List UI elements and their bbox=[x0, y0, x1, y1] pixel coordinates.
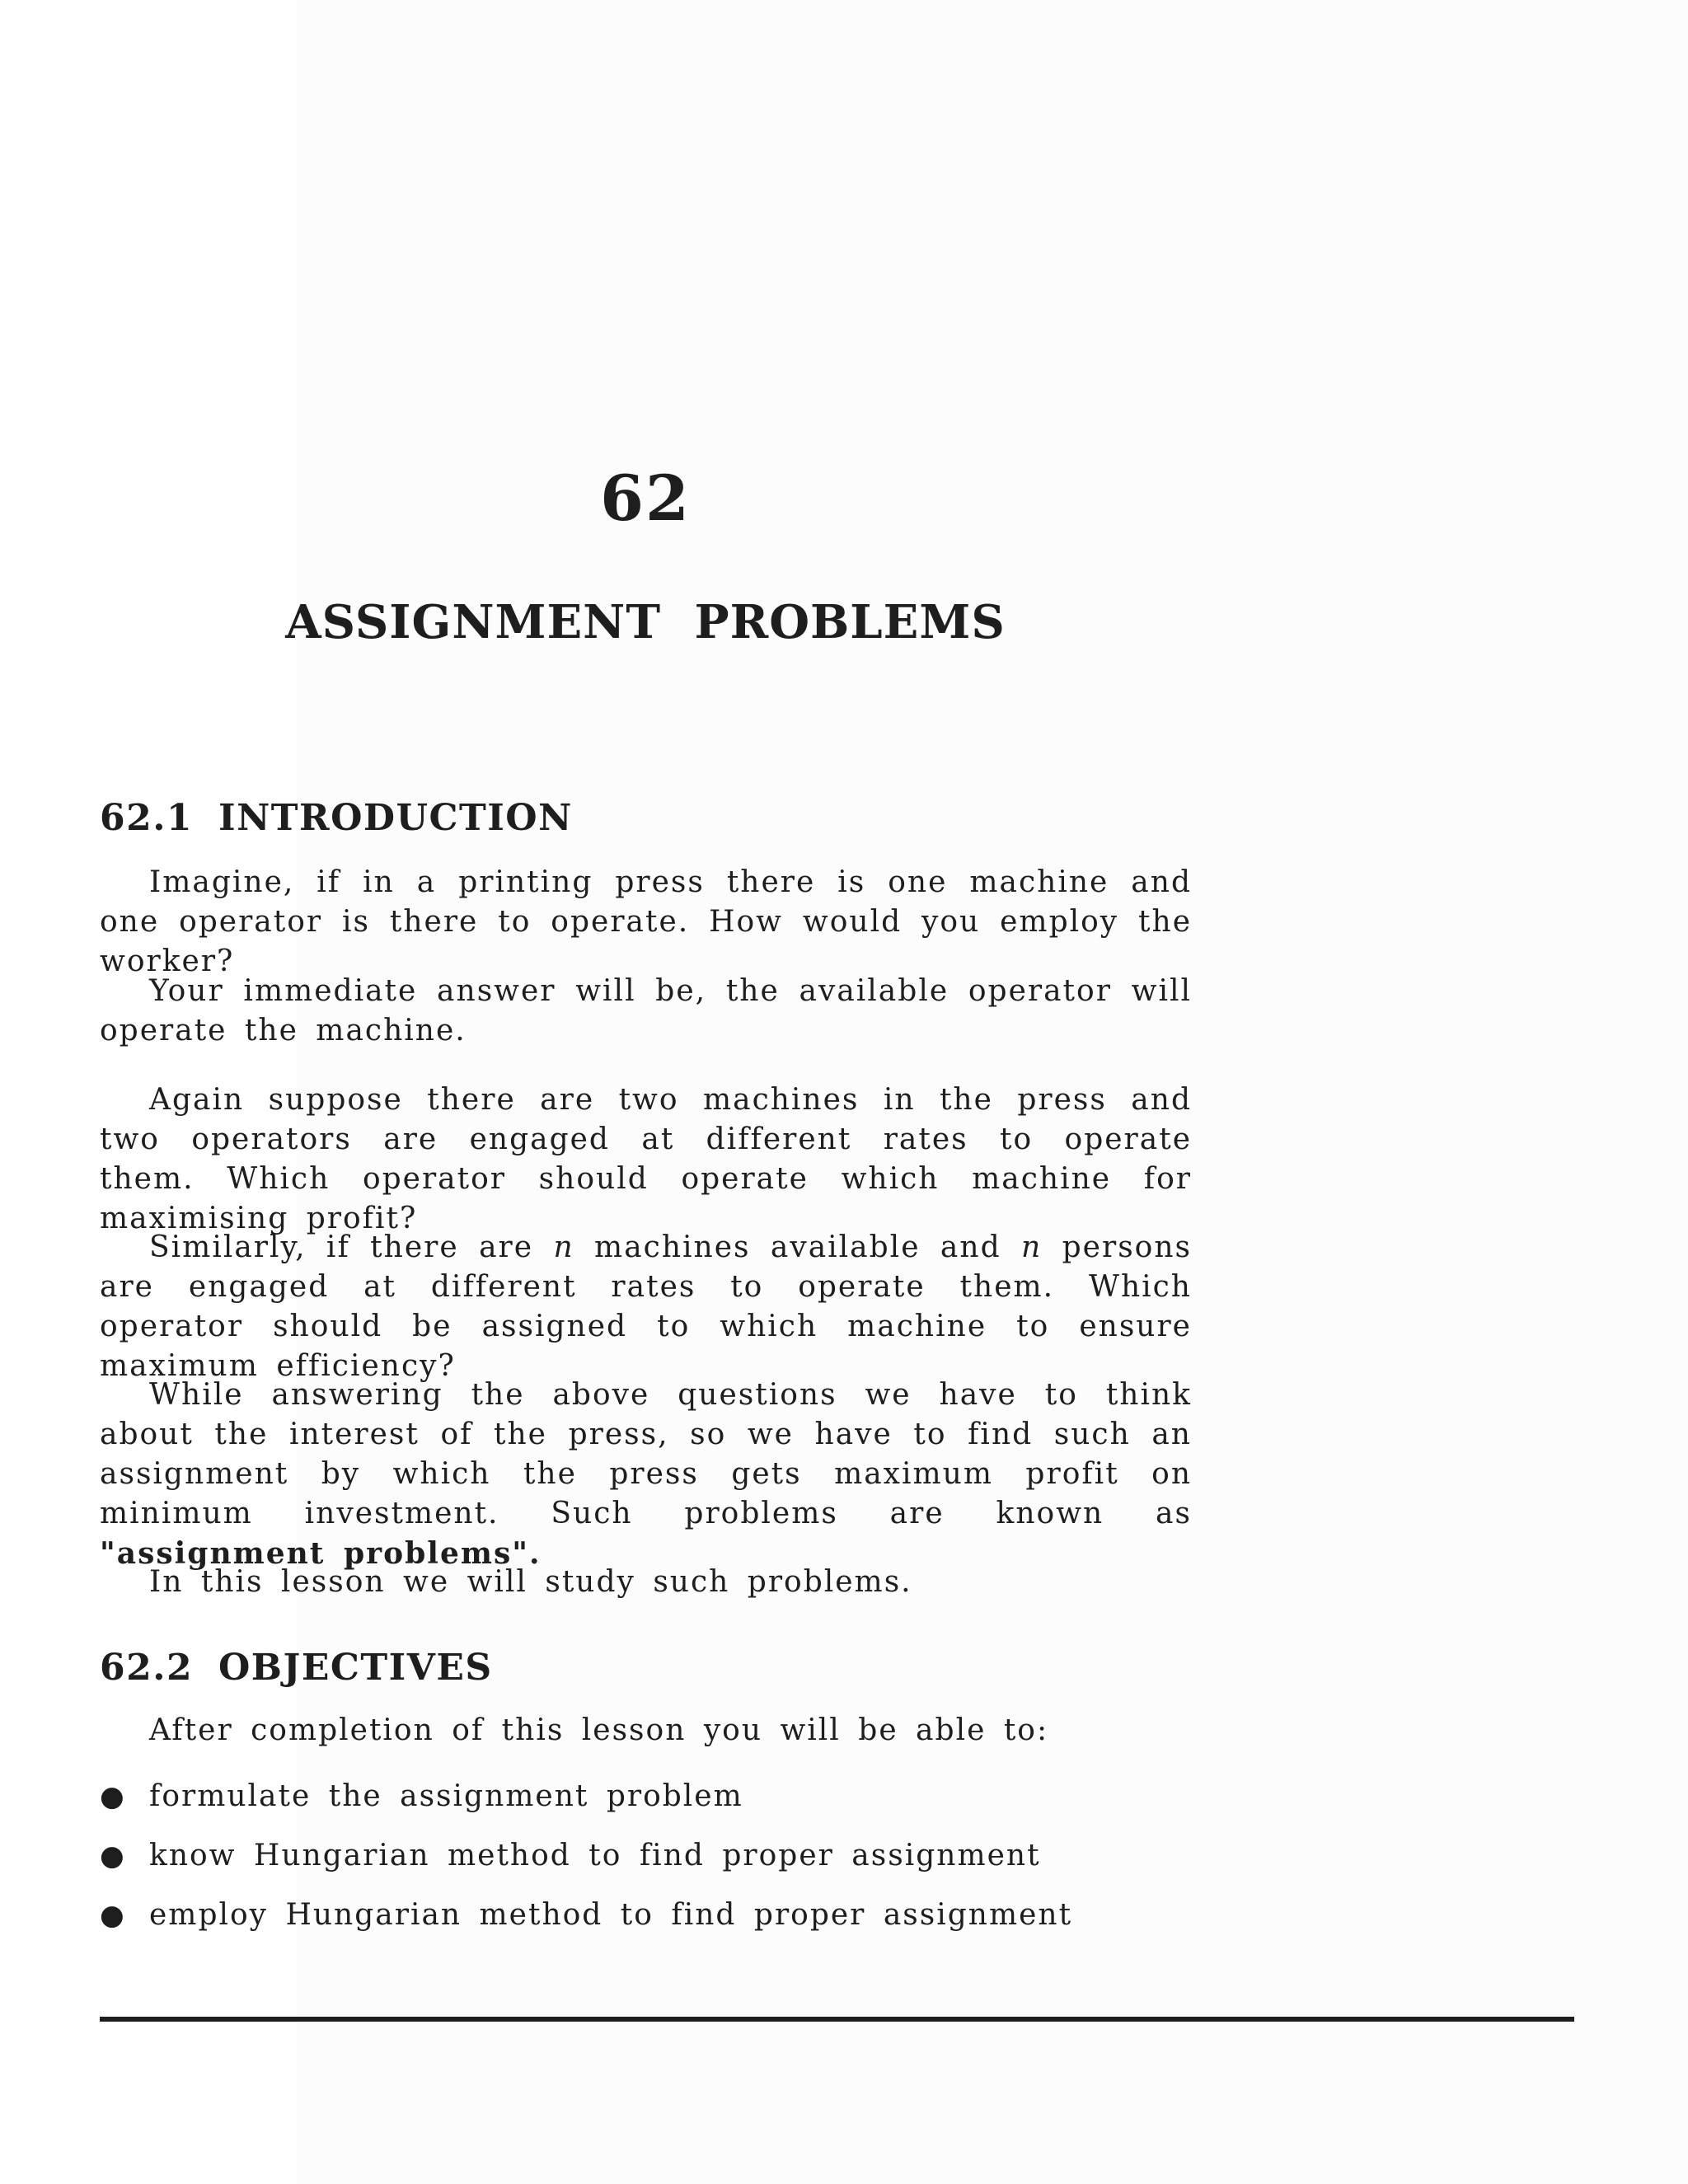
intro-paragraph-1: Imagine, if in a printing press there is one machine and one operator is there to operate. How would you employ the worker? bbox=[100, 865, 1192, 978]
intro-paragraph-6: In this lesson we will study such problems. bbox=[149, 1565, 912, 1599]
chapter-number: 62 bbox=[600, 462, 691, 535]
introduction-heading: 62.1 INTRODUCTION bbox=[100, 797, 573, 839]
variable-n-machines: n bbox=[553, 1230, 574, 1264]
chapter-title: ASSIGNMENT PROBLEMS bbox=[285, 595, 1006, 649]
bullet-icon: ● bbox=[100, 1840, 126, 1872]
intro-paragraph-2: Your immediate answer will be, the available operator will operate the machine. bbox=[100, 974, 1192, 1047]
list-item-text: formulate the assignment problem bbox=[149, 1779, 743, 1813]
intro-paragraph-4 bbox=[100, 1228, 1192, 1386]
list-item-text: employ Hungarian method to find proper assignment bbox=[149, 1898, 1073, 1932]
intro-paragraph-5 bbox=[100, 1376, 1192, 1574]
intro-paragraph-4-part-2: machines available and bbox=[574, 1230, 1022, 1264]
objectives-intro: After completion of this lesson you will be able to: bbox=[149, 1713, 1049, 1747]
variable-n-persons: n bbox=[1021, 1230, 1043, 1264]
assignment-problems-term: "assignment problems". bbox=[100, 1536, 542, 1571]
list-item-text: know Hungarian method to find proper assignment bbox=[149, 1839, 1041, 1872]
bullet-icon: ● bbox=[100, 1780, 126, 1813]
intro-paragraph-5-text: While answering the above questions we have to think about the interest of the press, so we have to find such an assignment by which the press gets maximum profit on minimum investment. Such problems are known as bbox=[100, 1378, 1192, 1530]
intro-paragraph-4-part-1: Similarly, if there are bbox=[149, 1230, 554, 1264]
bottom-divider bbox=[100, 2017, 1574, 2022]
bullet-icon: ● bbox=[100, 1899, 126, 1932]
intro-paragraph-3: Again suppose there are two machines in the press and two operators are engaged at different rates to operate them. Which operator should operate which machine for maximising profit? bbox=[100, 1083, 1192, 1235]
intro-paragraph-4-part-3: persons are engaged at different rates to operate them. Which operator should be assigned to which machine to ensure maximum efficiency? bbox=[100, 1230, 1192, 1383]
objectives-heading: 62.2 OBJECTIVES bbox=[100, 1647, 493, 1689]
